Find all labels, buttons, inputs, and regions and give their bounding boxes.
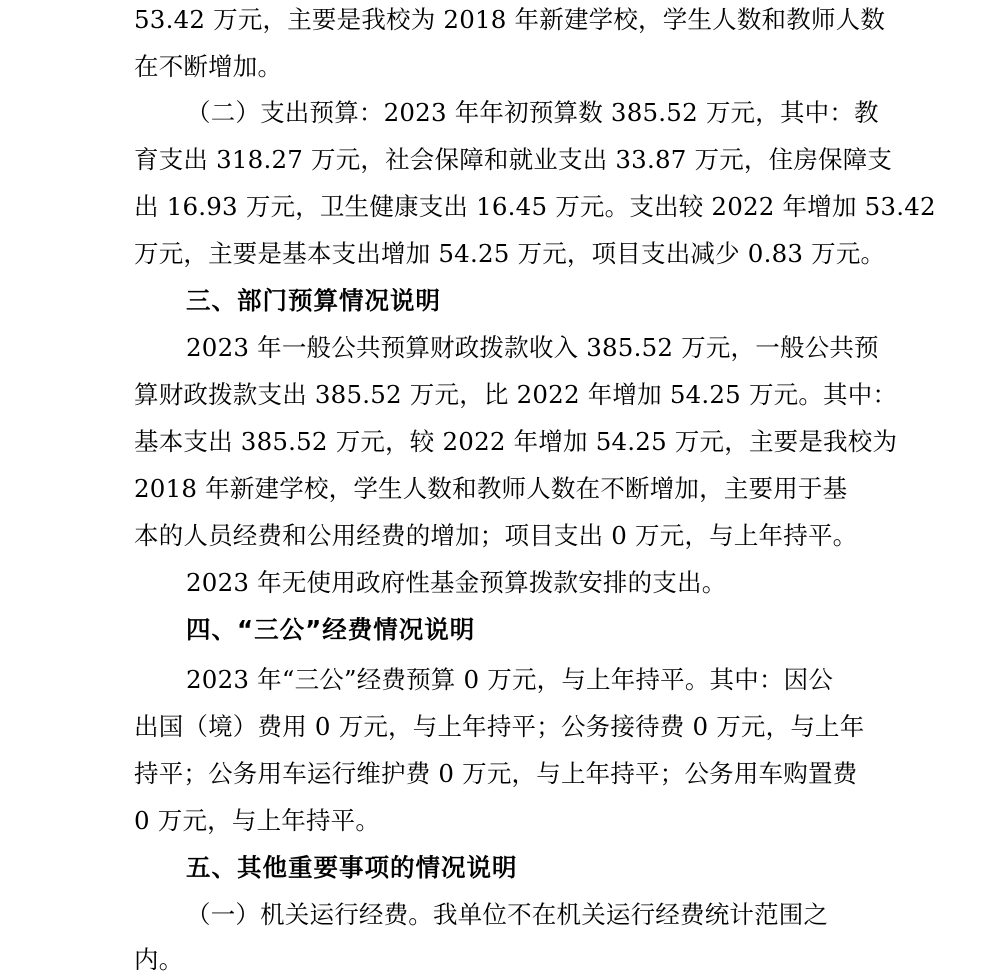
text-line: （二）支出预算：2023 年年初预算数 385.52 万元，其中：教 (186, 98, 879, 127)
text-line: 出国（境）费用 0 万元，与上年持平；公务接待费 0 万元，与上年 (134, 712, 865, 741)
text-line: 2023 年“三公”经费预算 0 万元，与上年持平。其中：因公 (186, 665, 834, 694)
text-line: 基本支出 385.52 万元，较 2022 年增加 54.25 万元，主要是我校为 (134, 427, 898, 456)
text-line: 0 万元，与上年持平。 (134, 806, 381, 835)
text-line: （一）机关运行经费。我单位不在机关运行经费统计范围之 (186, 900, 829, 929)
text-line: 出 16.93 万元，卫生健康支出 16.45 万元。支出较 2022 年增加 53.42 (134, 192, 936, 221)
text-line: 2023 年无使用政府性基金预算拨款安排的支出。 (186, 568, 727, 597)
text-line: 万元，主要是基本支出增加 54.25 万元，项目支出减少 0.83 万元。 (134, 239, 886, 268)
section-heading: 五、其他重要事项的情况说明 (186, 853, 518, 882)
section-heading: 四、“三公”经费情况说明 (186, 615, 476, 644)
text-line: 本的人员经费和公用经费的增加；项目支出 0 万元，与上年持平。 (134, 521, 858, 550)
text-line: 在不断增加。 (134, 52, 283, 81)
text-line: 算财政拨款支出 385.52 万元，比 2022 年增加 54.25 万元。其中： (134, 380, 898, 409)
text-line: 持平；公务用车运行维护费 0 万元，与上年持平；公务用车购置费 (134, 759, 858, 788)
section-heading: 三、部门预算情况说明 (186, 286, 441, 315)
text-line: 2023 年一般公共预算财政拨款收入 385.52 万元，一般公共预 (186, 333, 879, 362)
text-line: 内。 (134, 945, 184, 974)
text-line: 53.42 万元，主要是我校为 2018 年新建学校，学生人数和教师人数 (134, 5, 886, 34)
text-line: 育支出 318.27 万元，社会保障和就业支出 33.87 万元，住房保障支 (134, 145, 893, 174)
text-line: 2018 年新建学校，学生人数和教师人数在不断增加，主要用于基 (134, 474, 848, 503)
